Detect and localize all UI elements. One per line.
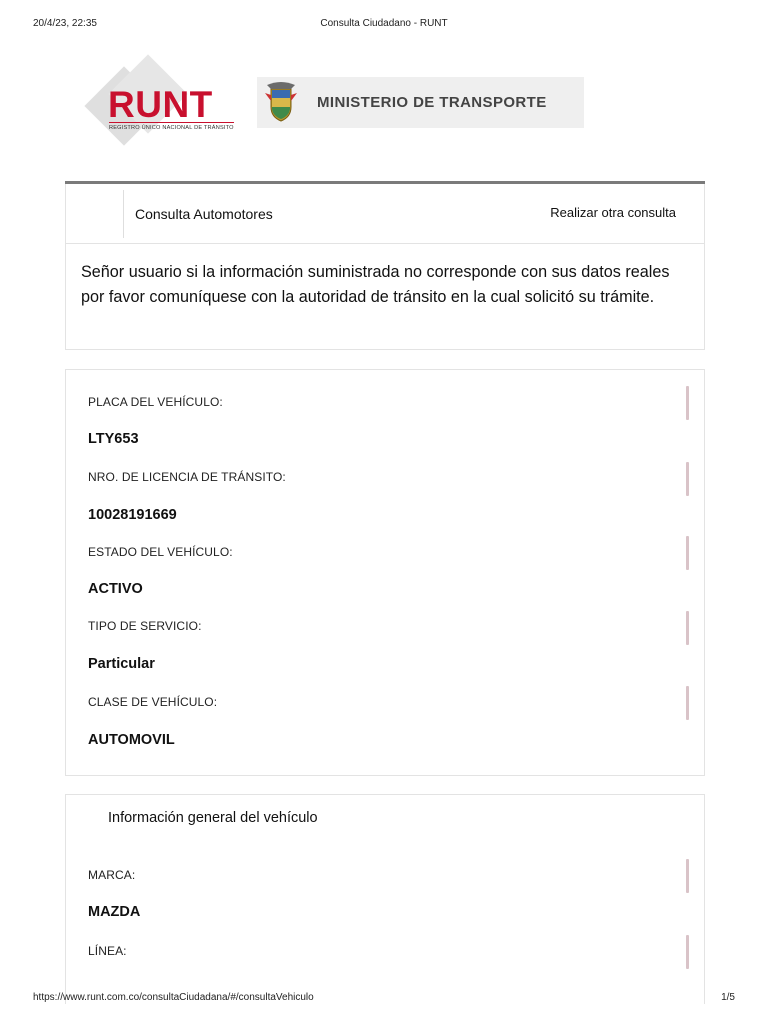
new-query-link[interactable]: Realizar otra consulta xyxy=(550,205,676,220)
print-datetime: 20/4/23, 22:35 xyxy=(33,18,97,29)
field-value-servicio: Particular xyxy=(88,656,155,672)
field-label-servicio: TIPO DE SERVICIO: xyxy=(88,619,202,633)
field-marker xyxy=(686,935,689,969)
header-divider xyxy=(123,190,124,238)
field-marker xyxy=(686,536,689,570)
field-value-placa: LTY653 xyxy=(88,431,139,447)
field-label-linea: LÍNEA: xyxy=(88,944,127,958)
field-label-licencia: NRO. DE LICENCIA DE TRÁNSITO: xyxy=(88,470,286,484)
vehicle-summary-panel xyxy=(65,369,705,776)
field-value-clase: AUTOMOVIL xyxy=(88,732,175,748)
field-label-placa: PLACA DEL VEHÍCULO: xyxy=(88,395,223,409)
field-marker xyxy=(686,462,689,496)
field-label-marca: MARCA: xyxy=(88,868,136,882)
general-info-panel xyxy=(65,794,705,1004)
colombia-crest-icon xyxy=(263,81,299,123)
ministry-logo xyxy=(257,77,584,128)
field-marker xyxy=(686,386,689,420)
print-footer xyxy=(0,992,768,1006)
print-url: https://www.runt.com.co/consultaCiudadana/#/consultaVehiculo xyxy=(33,992,314,1003)
field-marker xyxy=(686,686,689,720)
user-notice: Señor usuario si la información suministrada no corresponde con sus datos reales por favor comuníquese con la autoridad de tránsito en la cual solicitó su trámite. xyxy=(65,244,705,350)
field-label-clase: CLASE DE VEHÍCULO: xyxy=(88,695,218,709)
field-value-licencia: 10028191669 xyxy=(88,507,177,523)
ministry-name: MINISTERIO DE TRANSPORTE xyxy=(317,94,547,111)
print-header xyxy=(0,18,768,32)
print-page-number: 1/5 xyxy=(721,992,735,1003)
header-logos xyxy=(82,62,602,152)
section-title-general-info: Información general del vehículo xyxy=(108,810,318,826)
field-marker xyxy=(686,611,689,645)
field-value-marca: MAZDA xyxy=(88,904,141,920)
field-label-estado: ESTADO DEL VEHÍCULO: xyxy=(88,545,233,559)
runt-logo xyxy=(82,62,247,152)
field-value-estado: ACTIVO xyxy=(88,581,143,597)
field-marker xyxy=(686,859,689,893)
consulta-header xyxy=(65,184,705,244)
consulta-title: Consulta Automotores xyxy=(135,206,273,222)
print-page-title: Consulta Ciudadano - RUNT xyxy=(320,18,448,29)
runt-logo-subtitle: REGISTRO ÚNICO NACIONAL DE TRÁNSITO xyxy=(109,122,234,131)
runt-logo-word: RUNT xyxy=(108,84,213,125)
